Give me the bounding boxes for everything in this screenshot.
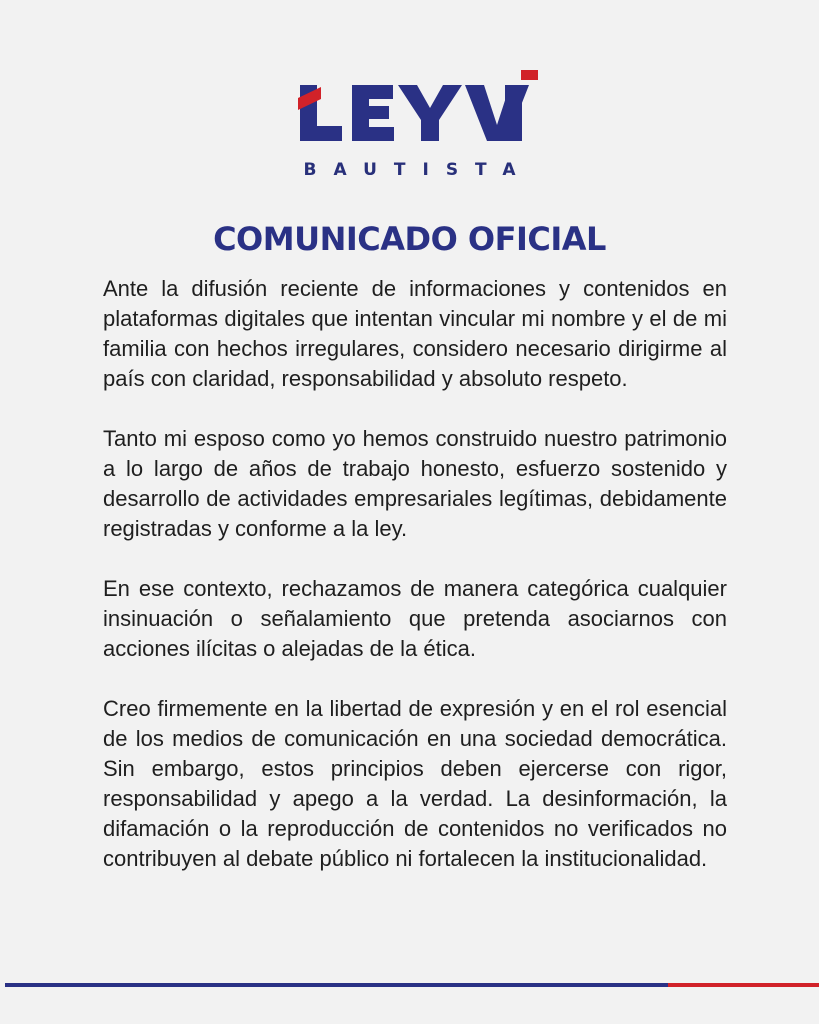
paragraph-4: Creo firmemente en la libertad de expresión y en el rol esencial de los medios de comunicación en una sociedad democrática. Sin embargo, estos principios deben ejercerse con rigor, responsabilidad y apego a la verdad. La desinformación, la difamación o la reproducción de contenidos no verificados no contribuyen al debate público ni fortalecen la institucionalidad. <box>103 696 727 871</box>
paragraph-3: En ese contexto, rechazamos de manera categórica cualquier insinuación o señalamiento que pretenda asociarnos con acciones ilícitas o alejadas de la ética. <box>103 576 727 661</box>
leyvi-wordmark <box>0 0 819 160</box>
logo-subtitle: BAUTISTA <box>303 160 533 180</box>
document-body <box>103 274 727 904</box>
footer-bar-red <box>668 983 819 987</box>
paragraph-1: Ante la difusión reciente de informaciones y contenidos en plataformas digitales que intentan vincular mi nombre y el de mi familia con hechos irregulares, considero necesario dirigirme al país con claridad, responsabilidad y absoluto respeto. <box>103 276 727 391</box>
document-title: COMUNICADO OFICIAL <box>213 220 606 258</box>
paragraph-2: Tanto mi esposo como yo hemos construido nuestro patrimonio a lo largo de años de trabajo honesto, esfuerzo sostenido y desarrollo de actividades empresariales legítimas, debidamente registradas y conforme a la ley. <box>103 426 727 541</box>
footer-bar-blue <box>5 983 668 987</box>
brand-logo <box>0 0 819 190</box>
